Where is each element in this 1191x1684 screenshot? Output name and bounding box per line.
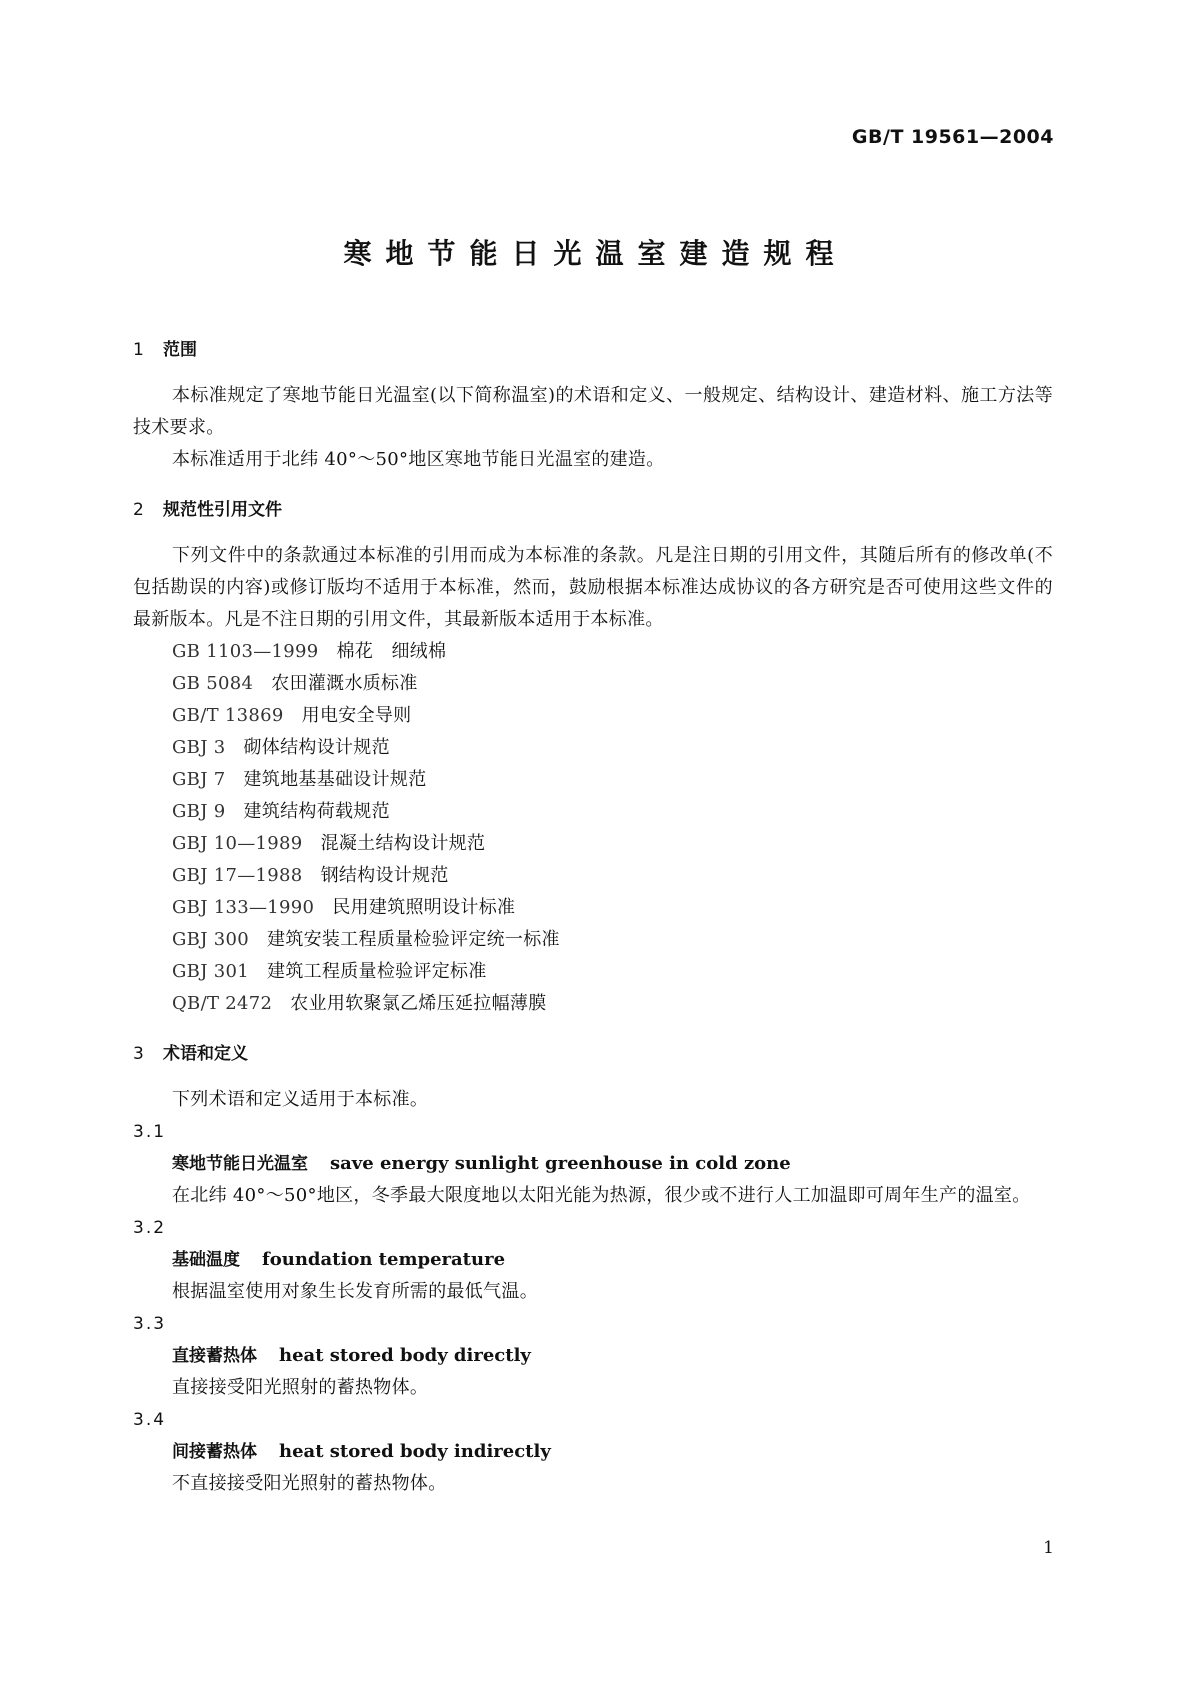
reference-code: GBJ 300 bbox=[172, 929, 250, 950]
reference-title: 建筑地基基础设计规范 bbox=[243, 769, 427, 790]
reference-code: GB/T 13869 bbox=[172, 705, 284, 726]
reference-item bbox=[133, 924, 1053, 956]
term-definition: 直接接受阳光照射的蓄热物体。 bbox=[172, 1377, 429, 1398]
scope-paragraph-2: 本标准适用于北纬 40°～50°地区寒地节能日光温室的建造。 bbox=[172, 449, 665, 470]
term-name bbox=[133, 1436, 1053, 1468]
references-intro: 下列文件中的条款通过本标准的引用而成为本标准的条款。凡是注日期的引用文件，其随后所有的修改单(不包括勘误的内容)或修订版均不适用于本标准，然而，鼓励根据本标准达成协议的各方研究是否可使用这些文件的最新版本。凡是不注日期的引用文件，其最新版本适用于本标准。 bbox=[133, 545, 1053, 630]
reference-item bbox=[133, 700, 1053, 732]
reference-item bbox=[133, 956, 1053, 988]
reference-title: 建筑工程质量检验评定标准 bbox=[267, 961, 487, 982]
term-list bbox=[133, 1116, 1053, 1500]
term-number: 3.4 bbox=[133, 1410, 167, 1430]
standard-code: GB/T 19561—2004 bbox=[851, 126, 1054, 148]
section-title: 范围 bbox=[163, 340, 197, 360]
term-name bbox=[133, 1340, 1053, 1372]
reference-code: GBJ 7 bbox=[172, 769, 226, 790]
reference-code: GBJ 133—1990 bbox=[172, 897, 315, 918]
reference-item bbox=[133, 892, 1053, 924]
reference-item bbox=[133, 796, 1053, 828]
section-number: 2 bbox=[133, 500, 144, 520]
term-name bbox=[133, 1244, 1053, 1276]
reference-item bbox=[133, 732, 1053, 764]
term-name-en: save energy sunlight greenhouse in cold zone bbox=[330, 1153, 791, 1174]
terms-intro: 下列术语和定义适用于本标准。 bbox=[172, 1089, 429, 1110]
term-name-zh: 基础温度 bbox=[172, 1250, 240, 1270]
reference-item bbox=[133, 860, 1053, 892]
reference-code: GB 5084 bbox=[172, 673, 254, 694]
term-name-en: foundation temperature bbox=[262, 1249, 506, 1270]
scope-paragraph-1: 本标准规定了寒地节能日光温室(以下简称温室)的术语和定义、一般规定、结构设计、建造材料、施工方法等技术要求。 bbox=[133, 385, 1053, 438]
reference-code: GBJ 301 bbox=[172, 961, 250, 982]
term-name bbox=[133, 1148, 1053, 1180]
section-title: 术语和定义 bbox=[163, 1044, 248, 1064]
section-number: 3 bbox=[133, 1044, 144, 1064]
term-name-en: heat stored body directly bbox=[279, 1345, 531, 1366]
section-number: 1 bbox=[133, 340, 144, 360]
section-2-heading bbox=[133, 494, 1053, 526]
reference-title: 建筑安装工程质量检验评定统一标准 bbox=[267, 929, 560, 950]
page-number: 1 bbox=[1043, 1538, 1054, 1558]
term-definition: 根据温室使用对象生长发育所需的最低气温。 bbox=[172, 1281, 538, 1302]
term-number: 3.3 bbox=[133, 1314, 167, 1334]
reference-code: GBJ 10—1989 bbox=[172, 833, 303, 854]
reference-code: GBJ 17—1988 bbox=[172, 865, 303, 886]
reference-item bbox=[133, 988, 1053, 1020]
term-number: 3.2 bbox=[133, 1218, 167, 1238]
term-name-en: heat stored body indirectly bbox=[279, 1441, 551, 1462]
reference-item bbox=[133, 764, 1053, 796]
document-body bbox=[133, 334, 1053, 1500]
document-title: 寒地节能日光温室建造规程 bbox=[343, 237, 848, 270]
reference-title: 砌体结构设计规范 bbox=[243, 737, 390, 758]
term-definition: 不直接接受阳光照射的蓄热物体。 bbox=[172, 1473, 447, 1494]
term-number: 3.1 bbox=[133, 1122, 167, 1142]
reference-title: 棉花 细绒棉 bbox=[336, 641, 447, 662]
reference-title: 混凝土结构设计规范 bbox=[320, 833, 486, 854]
term-name-zh: 间接蓄热体 bbox=[172, 1442, 257, 1462]
section-3-heading bbox=[133, 1038, 1053, 1070]
section-title: 规范性引用文件 bbox=[163, 500, 282, 520]
reference-code: GB 1103—1999 bbox=[172, 641, 319, 662]
term-definition: 在北纬 40°～50°地区，冬季最大限度地以太阳光能为热源，很少或不进行人工加温即可周年生产的温室。 bbox=[172, 1185, 1031, 1206]
reference-code: GBJ 9 bbox=[172, 801, 226, 822]
reference-code: QB/T 2472 bbox=[172, 993, 273, 1014]
reference-title: 建筑结构荷载规范 bbox=[243, 801, 390, 822]
term-name-zh: 直接蓄热体 bbox=[172, 1346, 257, 1366]
section-1-heading bbox=[133, 334, 1053, 366]
reference-item bbox=[133, 828, 1053, 860]
reference-title: 钢结构设计规范 bbox=[320, 865, 449, 886]
reference-code: GBJ 3 bbox=[172, 737, 226, 758]
reference-title: 农业用软聚氯乙烯压延拉幅薄膜 bbox=[290, 993, 547, 1014]
reference-item bbox=[133, 668, 1053, 700]
term-name-zh: 寒地节能日光温室 bbox=[172, 1154, 308, 1174]
reference-title: 农田灌溉水质标准 bbox=[271, 673, 418, 694]
reference-title: 用电安全导则 bbox=[301, 705, 412, 726]
reference-item bbox=[133, 636, 1053, 668]
reference-title: 民用建筑照明设计标准 bbox=[332, 897, 516, 918]
reference-list bbox=[133, 636, 1053, 1020]
